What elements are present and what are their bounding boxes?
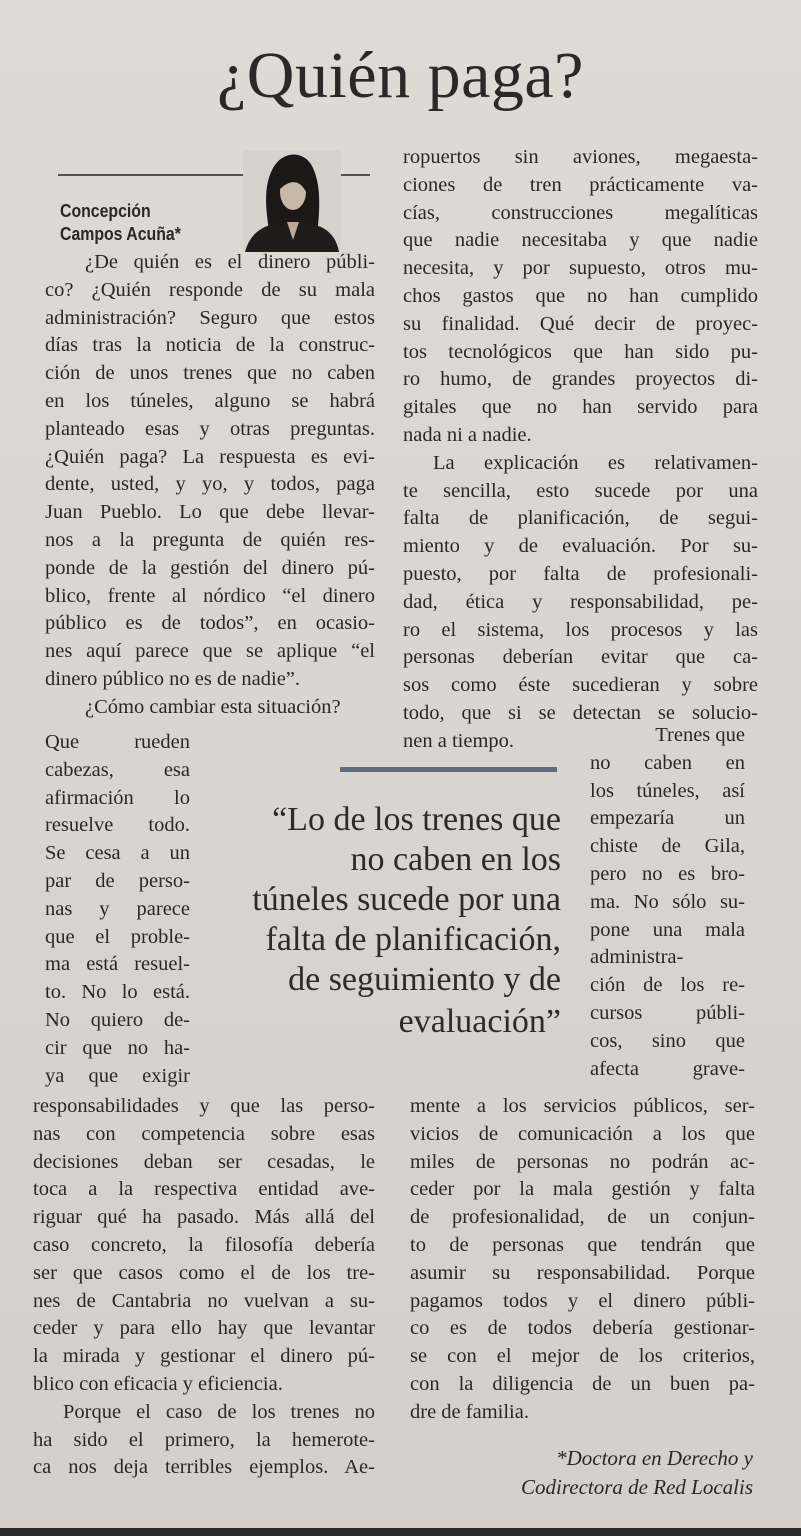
body-text-line: ¿Cómo cambiar esta situación?: [85, 695, 341, 718]
body-text-line: vicios de comunicación a los que: [410, 1122, 755, 1145]
body-text-line: administración? Seguro que estos: [45, 306, 375, 329]
body-text-line: nos a la pregunta de quién res-: [45, 529, 375, 551]
body-text-line: ciones de tren prácticamente va-: [403, 173, 758, 196]
pull-quote-line: de seguimiento y de: [288, 961, 561, 998]
pull-quote-line: falta de planificación,: [265, 921, 561, 958]
body-text-line: no caben en: [590, 751, 745, 774]
body-text-line: ¿Quién paga? La respuesta es evi-: [45, 445, 375, 468]
body-text-line: que nadie necesitaba y que nadie: [403, 229, 758, 252]
body-text-line: días tras la noticia de la construc-: [45, 334, 375, 357]
body-text-line: La explicación es relativamen-: [433, 451, 758, 474]
body-text-line: asumir su responsabilidad. Porque: [410, 1261, 755, 1284]
author-affiliation: Codirectora de Red Localis: [521, 1475, 753, 1499]
body-text-line: dente, usted, y yo, y todos, paga: [45, 473, 375, 496]
body-text-line: puesto, por falta de profesionali-: [403, 563, 758, 585]
body-text-line: ca nos deja terribles ejemplos. Ae-: [33, 1456, 375, 1479]
body-text-line: nes de Cantabria no vuelvan a su-: [33, 1289, 375, 1312]
body-text-line: la mirada y gestionar el dinero pú-: [33, 1345, 375, 1368]
body-text-line: pero no es bro-: [590, 863, 745, 885]
author-first-name: Concepción: [60, 201, 151, 221]
pull-quote-line: evaluación”: [398, 1003, 561, 1040]
body-text-line: Juan Pueblo. Lo que debe llevar-: [45, 501, 375, 524]
body-text-line: miento y de evaluación. Por su-: [403, 535, 758, 558]
author-photo: [243, 150, 341, 252]
body-text-line: nas con competencia sobre esas: [33, 1122, 375, 1145]
body-text-line: ceder por la mala gestión y falta: [410, 1178, 755, 1201]
body-text-line: co? ¿Quién responde de su mala: [45, 278, 375, 301]
body-text-line: chos gastos que no han cumplido: [403, 285, 758, 307]
body-text-line: afecta grave-: [590, 1057, 745, 1080]
pull-quote-line: túneles sucede por una: [252, 881, 561, 918]
body-text-line: resuelve todo.: [45, 814, 190, 837]
body-text-line: ¿De quién es el dinero públi-: [85, 251, 375, 273]
body-text-line: mente a los servicios públicos, ser-: [410, 1095, 755, 1117]
body-text-line: sos como éste sucedieran y sobre: [403, 674, 758, 697]
body-text-line: nas y parece: [45, 897, 190, 920]
author-surname: Campos Acuña*: [60, 224, 181, 244]
body-text-line: que el proble-: [45, 925, 190, 948]
photo-edge: [0, 1528, 801, 1536]
body-text-line: Que rueden: [45, 731, 190, 753]
body-text-line: público es de todos”, en ocasio-: [45, 612, 375, 635]
body-text-line: los túneles, así: [590, 779, 745, 802]
body-text-line: decisiones deban ser cesadas, le: [33, 1150, 375, 1173]
body-text-line: ma. No sólo su-: [590, 890, 745, 913]
body-text-line: dre de familia.: [410, 1400, 529, 1423]
body-text-line: blico, frente al nórdico “el dinero: [45, 584, 375, 607]
body-text-line: No quiero de-: [45, 1009, 190, 1031]
body-text-line: se con el mejor de los criterios,: [410, 1345, 755, 1368]
body-text-line: cabezas, esa: [45, 758, 190, 781]
body-text-line: cursos públi-: [590, 1002, 745, 1024]
body-text-line: chiste de Gila,: [590, 835, 745, 858]
body-text-line: gitales que no han servido para: [403, 396, 758, 419]
body-text-line: en los túneles, alguno se habrá: [45, 390, 375, 412]
body-text-line: administra-: [590, 946, 684, 969]
body-text-line: Se cesa a un: [45, 842, 190, 865]
pull-quote-line: no caben en los: [350, 841, 561, 878]
body-text-line: co es de todos debería gestionar-: [410, 1317, 755, 1340]
body-text-line: pagamos todos y el dinero públi-: [410, 1289, 755, 1312]
body-text-line: ción de los re-: [590, 974, 745, 997]
body-text-line: planteado esas y otras preguntas.: [45, 417, 375, 440]
body-text-line: con la diligencia de un buen pa-: [410, 1373, 755, 1395]
body-text-line: ro el sistema, los procesos y las: [403, 618, 758, 641]
body-text-line: Porque el caso de los trenes no: [63, 1400, 375, 1423]
body-text-line: ropuertos sin aviones, megaesta-: [403, 146, 758, 168]
body-text-line: caso concreto, la filosofía debería: [33, 1234, 375, 1256]
body-text-line: dad, ética y responsabilidad, pe-: [403, 590, 758, 613]
body-text-line: ha sido el primero, la hemerote-: [33, 1428, 375, 1451]
body-text-line: nen a tiempo.: [403, 729, 515, 752]
body-text-line: to de personas que tendrán que: [410, 1234, 755, 1256]
body-text-line: todo, que si se detectan se solucio-: [403, 702, 758, 724]
body-text-line: ya que exigir: [45, 1064, 190, 1087]
pull-quote-rule: [340, 767, 557, 772]
body-text-line: de profesionalidad, de un conjun-: [410, 1206, 755, 1229]
article-title: ¿Quién paga?: [217, 39, 584, 112]
body-text-line: ción de unos trenes que no caben: [45, 362, 375, 385]
body-text-line: nada ni a nadie.: [403, 424, 532, 446]
body-text-line: riguar qué ha pasado. Más allá del: [33, 1206, 375, 1229]
body-text-line: falta de planificación, de segui-: [403, 507, 758, 530]
body-text-line: pone una mala: [590, 918, 745, 941]
body-text-line: su finalidad. Qué decir de proyec-: [403, 312, 758, 335]
body-text-line: toca a la respectiva entidad ave-: [33, 1178, 375, 1201]
body-text-line: responsabilidades y que las perso-: [33, 1095, 375, 1117]
body-text-line: par de perso-: [45, 870, 190, 892]
body-text-line: blico con eficacia y eficiencia.: [33, 1373, 283, 1395]
author-name: [60, 200, 181, 246]
body-text-line: ro humo, de grandes proyectos di-: [403, 368, 758, 391]
body-text-line: tos tecnológicos que han sido pu-: [403, 340, 758, 363]
body-text-line: nes aquí parece que se aplique “el: [45, 640, 375, 663]
body-text-line: cos, sino que: [590, 1029, 745, 1052]
body-text-line: ponde de la gestión del dinero pú-: [45, 556, 375, 579]
body-text-line: empezaría un: [590, 807, 745, 830]
body-text-line: necesita, y por supuesto, otros mu-: [403, 257, 758, 280]
pull-quote-line: “Lo de los trenes que: [272, 801, 561, 838]
body-text-line: ceder y para ello hay que levantar: [33, 1317, 375, 1340]
body-text-line: afirmación lo: [45, 786, 190, 809]
body-text-line: cías, construcciones megalíticas: [403, 201, 758, 224]
body-text-line: te sencilla, esto sucede por una: [403, 479, 758, 502]
body-text-line: to. No lo está.: [45, 981, 190, 1004]
author-credential: *Doctora en Derecho y: [556, 1446, 753, 1470]
body-text-line: dinero público no es de nadie”.: [45, 668, 301, 690]
body-text-line: ser que casos como el de los tre-: [33, 1261, 375, 1284]
body-text-line: cir que no ha-: [45, 1036, 190, 1059]
body-text-line: personas deberían evitar que ca-: [403, 646, 758, 669]
body-text-line: Trenes que: [655, 724, 745, 746]
body-text-line: miles de personas no podrán ac-: [410, 1150, 755, 1173]
body-text-line: ma está resuel-: [45, 953, 190, 976]
